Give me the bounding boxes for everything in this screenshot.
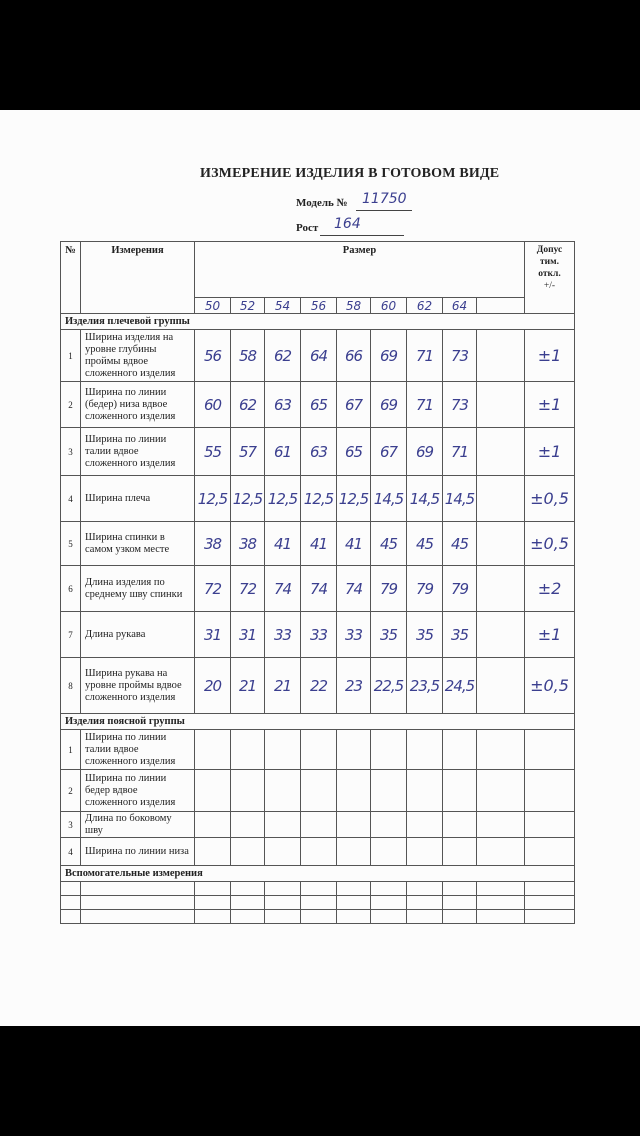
value-cell	[301, 896, 337, 910]
value-cell: 14,5	[443, 476, 477, 522]
measurement-table	[60, 241, 575, 924]
tolerance-cell: ±0,5	[525, 476, 575, 522]
group-title: Изделия плечевой группы	[61, 314, 575, 330]
tolerance-cell: ±2	[525, 566, 575, 612]
measurement-name: Ширина по линии (бедер) низа вдвое сложенного изделия	[81, 382, 195, 428]
value-cell: 23	[337, 658, 371, 714]
value-cell: 14,5	[371, 476, 407, 522]
row-number: 4	[61, 838, 81, 866]
value-cell: 55	[195, 428, 231, 476]
size-cell: 56	[301, 298, 337, 314]
value-cell	[337, 910, 371, 924]
group-row	[61, 714, 575, 730]
value-cell	[265, 838, 301, 866]
value-cell	[477, 812, 525, 838]
table-row	[61, 910, 575, 924]
row-number	[61, 882, 81, 896]
value-cell: 63	[301, 428, 337, 476]
value-cell: 23,5	[407, 658, 443, 714]
value-cell	[477, 522, 525, 566]
value-cell: 45	[443, 522, 477, 566]
row-number	[61, 896, 81, 910]
value-cell: 41	[265, 522, 301, 566]
value-cell	[443, 838, 477, 866]
value-cell: 35	[443, 612, 477, 658]
value-cell	[231, 896, 265, 910]
value-cell	[371, 812, 407, 838]
value-cell: 35	[371, 612, 407, 658]
value-cell: 24,5	[443, 658, 477, 714]
value-cell: 79	[407, 566, 443, 612]
measurement-name: Ширина плеча	[81, 476, 195, 522]
value-cell: 74	[301, 566, 337, 612]
value-cell	[407, 838, 443, 866]
table-row	[61, 730, 575, 770]
model-number: 11750	[362, 191, 407, 207]
value-cell: 38	[231, 522, 265, 566]
value-cell	[443, 770, 477, 812]
document-title: ИЗМЕРЕНИЕ ИЗДЕЛИЯ В ГОТОВОМ ВИДЕ	[200, 166, 500, 181]
tolerance-header-line: +/-	[543, 281, 556, 291]
value-cell	[301, 730, 337, 770]
value-cell	[371, 770, 407, 812]
group-title: Изделия поясной группы	[61, 714, 575, 730]
table-row	[61, 770, 575, 812]
value-cell: 79	[371, 566, 407, 612]
value-cell	[407, 910, 443, 924]
value-cell	[477, 330, 525, 382]
value-cell	[265, 730, 301, 770]
measurement-name: Ширина спинки в самом узком месте	[81, 522, 195, 566]
value-cell: 31	[195, 612, 231, 658]
value-cell	[371, 896, 407, 910]
value-cell: 73	[443, 330, 477, 382]
tolerance-cell: ±0,5	[525, 522, 575, 566]
tolerance-header-line: Допус	[536, 245, 563, 255]
tolerance-cell: ±1	[525, 428, 575, 476]
measurement-name: Ширина рукава на уровне проймы вдвое сложенного изделия	[81, 658, 195, 714]
row-number: 2	[61, 770, 81, 812]
value-cell	[477, 566, 525, 612]
group-title: Вспомогательные измерения	[61, 866, 575, 882]
value-cell: 33	[265, 612, 301, 658]
value-cell: 69	[371, 382, 407, 428]
value-cell: 57	[231, 428, 265, 476]
value-cell	[371, 838, 407, 866]
table-row	[61, 428, 575, 476]
value-cell: 62	[265, 330, 301, 382]
value-cell	[231, 730, 265, 770]
measurement-name: Ширина по линии бедер вдвое сложенного изделия	[81, 770, 195, 812]
value-cell	[337, 730, 371, 770]
tolerance-cell: ±1	[525, 612, 575, 658]
value-cell	[477, 770, 525, 812]
value-cell	[265, 812, 301, 838]
row-number: 3	[61, 812, 81, 838]
table-row	[61, 812, 575, 838]
value-cell	[477, 428, 525, 476]
measurement-name: Ширина изделия на уровне глубины проймы вдвое сложенного изделия	[81, 330, 195, 382]
value-cell: 12,5	[265, 476, 301, 522]
row-number: 2	[61, 382, 81, 428]
value-cell	[477, 882, 525, 896]
value-cell	[337, 896, 371, 910]
value-cell	[477, 612, 525, 658]
value-cell: 35	[407, 612, 443, 658]
table-row	[61, 382, 575, 428]
value-cell	[407, 812, 443, 838]
tolerance-cell	[525, 838, 575, 866]
table-row	[61, 658, 575, 714]
value-cell: 73	[443, 382, 477, 428]
value-cell: 14,5	[407, 476, 443, 522]
value-cell: 74	[337, 566, 371, 612]
value-cell	[195, 910, 231, 924]
measurement-name: Длина по боковому шву	[81, 812, 195, 838]
value-cell	[231, 770, 265, 812]
row-number: 4	[61, 476, 81, 522]
value-cell	[195, 770, 231, 812]
table-row	[61, 522, 575, 566]
tolerance-cell	[525, 770, 575, 812]
value-cell	[477, 838, 525, 866]
value-cell: 33	[337, 612, 371, 658]
row-number: 6	[61, 566, 81, 612]
value-cell	[477, 658, 525, 714]
value-cell	[337, 838, 371, 866]
value-cell	[231, 838, 265, 866]
size-cell: 50	[195, 298, 231, 314]
value-cell: 45	[407, 522, 443, 566]
value-cell	[265, 770, 301, 812]
value-cell: 56	[195, 330, 231, 382]
value-cell	[337, 812, 371, 838]
value-cell	[301, 770, 337, 812]
value-cell	[265, 896, 301, 910]
value-cell	[443, 896, 477, 910]
value-cell	[477, 382, 525, 428]
table-row	[61, 566, 575, 612]
value-cell: 62	[231, 382, 265, 428]
value-cell	[337, 882, 371, 896]
value-cell: 60	[195, 382, 231, 428]
value-cell: 74	[265, 566, 301, 612]
value-cell: 65	[337, 428, 371, 476]
value-cell	[371, 910, 407, 924]
measurement-name	[81, 896, 195, 910]
measurement-name: Длина изделия по среднему шву спинки	[81, 566, 195, 612]
value-cell: 21	[265, 658, 301, 714]
size-cell	[477, 298, 525, 314]
value-cell: 45	[371, 522, 407, 566]
value-cell	[477, 476, 525, 522]
tolerance-cell	[525, 812, 575, 838]
value-cell	[265, 882, 301, 896]
table-row	[61, 476, 575, 522]
value-cell: 21	[231, 658, 265, 714]
row-number: 8	[61, 658, 81, 714]
value-cell: 66	[337, 330, 371, 382]
value-cell: 38	[195, 522, 231, 566]
value-cell: 12,5	[195, 476, 231, 522]
group-row	[61, 866, 575, 882]
row-number: 3	[61, 428, 81, 476]
value-cell: 71	[407, 382, 443, 428]
value-cell: 72	[231, 566, 265, 612]
value-cell: 79	[443, 566, 477, 612]
size-cell: 52	[231, 298, 265, 314]
value-cell: 71	[443, 428, 477, 476]
model-label: Модель №	[296, 197, 348, 209]
row-number: 1	[61, 330, 81, 382]
row-number: 7	[61, 612, 81, 658]
tolerance-cell	[525, 730, 575, 770]
height-value: 164	[334, 216, 361, 232]
measurement-name: Ширина по линии талии вдвое сложенного изделия	[81, 428, 195, 476]
measurement-name: Ширина по линии талии вдвое сложенного изделия	[81, 730, 195, 770]
value-cell: 63	[265, 382, 301, 428]
tolerance-header	[525, 242, 575, 314]
row-number: 1	[61, 730, 81, 770]
value-cell: 22,5	[371, 658, 407, 714]
header-row	[61, 242, 575, 298]
row-number: 5	[61, 522, 81, 566]
height-line	[320, 221, 404, 236]
value-cell: 20	[195, 658, 231, 714]
value-cell: 41	[337, 522, 371, 566]
table-row	[61, 612, 575, 658]
value-cell	[477, 896, 525, 910]
value-cell	[195, 882, 231, 896]
table-row	[61, 330, 575, 382]
number-header: №	[61, 242, 81, 314]
table-row	[61, 838, 575, 866]
tolerance-header-line: тим.	[540, 257, 559, 267]
row-number	[61, 910, 81, 924]
tolerance-cell	[525, 882, 575, 896]
measurement-name	[81, 910, 195, 924]
value-cell: 33	[301, 612, 337, 658]
value-cell	[265, 910, 301, 924]
value-cell	[301, 812, 337, 838]
size-cell: 54	[265, 298, 301, 314]
size-cell: 64	[443, 298, 477, 314]
value-cell: 12,5	[231, 476, 265, 522]
size-cell: 58	[337, 298, 371, 314]
size-cell: 62	[407, 298, 443, 314]
height-label: Рост	[296, 222, 319, 234]
value-cell	[301, 910, 337, 924]
value-cell: 41	[301, 522, 337, 566]
tolerance-cell	[525, 910, 575, 924]
size-cell: 60	[371, 298, 407, 314]
value-cell	[195, 896, 231, 910]
table-row	[61, 896, 575, 910]
value-cell: 12,5	[337, 476, 371, 522]
value-cell	[443, 882, 477, 896]
value-cell	[231, 882, 265, 896]
size-header: Размер	[195, 242, 525, 298]
tolerance-cell: ±1	[525, 382, 575, 428]
value-cell	[477, 730, 525, 770]
value-cell	[371, 730, 407, 770]
value-cell	[371, 882, 407, 896]
value-cell: 67	[337, 382, 371, 428]
value-cell	[195, 812, 231, 838]
value-cell: 61	[265, 428, 301, 476]
value-cell	[337, 770, 371, 812]
value-cell	[231, 910, 265, 924]
group-row	[61, 314, 575, 330]
tolerance-header-line: откл.	[538, 269, 561, 279]
value-cell	[301, 838, 337, 866]
value-cell: 64	[301, 330, 337, 382]
value-cell	[443, 812, 477, 838]
value-cell: 69	[371, 330, 407, 382]
value-cell	[301, 882, 337, 896]
measurement-name	[81, 882, 195, 896]
value-cell: 72	[195, 566, 231, 612]
value-cell: 12,5	[301, 476, 337, 522]
value-cell	[407, 770, 443, 812]
tolerance-cell: ±0,5	[525, 658, 575, 714]
measurement-header: Измерения	[81, 242, 195, 314]
value-cell	[231, 812, 265, 838]
value-cell	[195, 730, 231, 770]
measurement-sheet	[0, 110, 640, 1026]
value-cell	[443, 910, 477, 924]
value-cell	[407, 896, 443, 910]
value-cell: 31	[231, 612, 265, 658]
value-cell: 71	[407, 330, 443, 382]
value-cell	[443, 730, 477, 770]
value-cell	[407, 730, 443, 770]
value-cell: 65	[301, 382, 337, 428]
tolerance-cell	[525, 896, 575, 910]
value-cell	[195, 838, 231, 866]
value-cell: 69	[407, 428, 443, 476]
table-row	[61, 882, 575, 896]
measurement-name: Ширина по линии низа	[81, 838, 195, 866]
value-cell: 22	[301, 658, 337, 714]
value-cell	[477, 910, 525, 924]
value-cell: 67	[371, 428, 407, 476]
tolerance-cell: ±1	[525, 330, 575, 382]
measurement-name: Длина рукава	[81, 612, 195, 658]
value-cell: 58	[231, 330, 265, 382]
value-cell	[407, 882, 443, 896]
